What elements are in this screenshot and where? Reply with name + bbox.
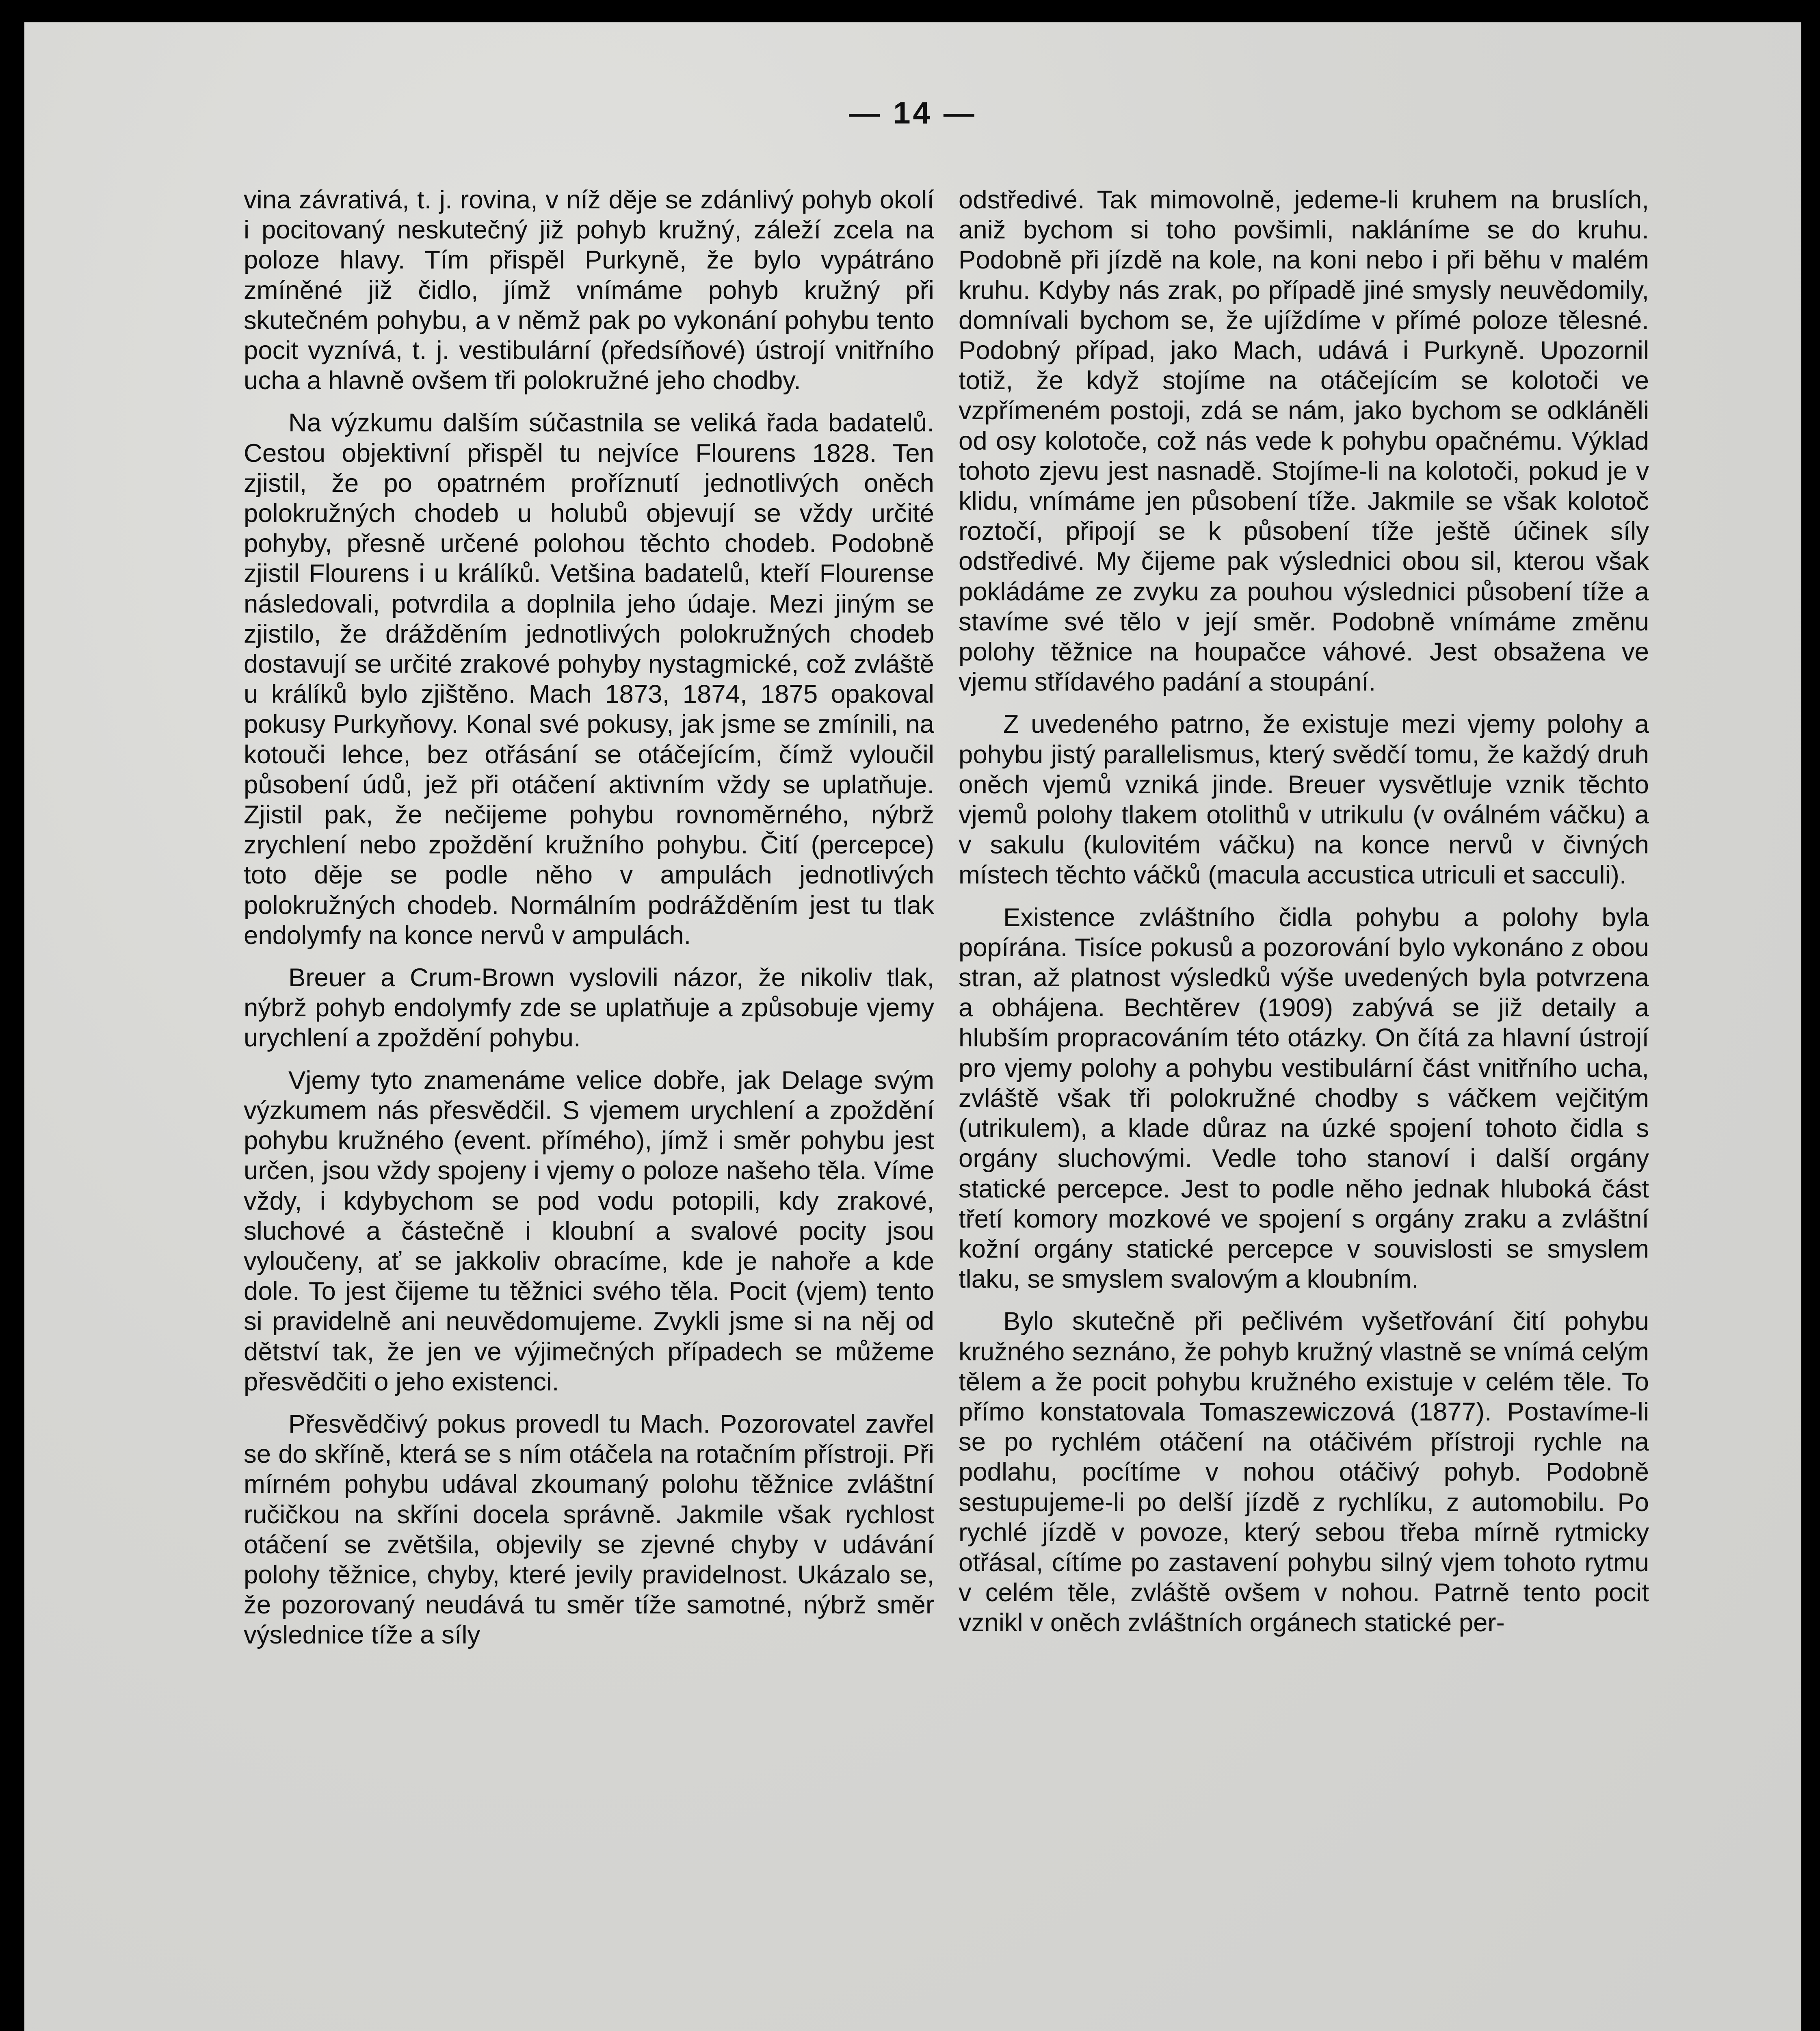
paragraph: Z uvedeného patrno, že existuje mezi vjemy polohy a pohybu jistý parallelismus, který svědčí tomu, že každý druh oněch vjemů vzniká jinde. Breuer vysvětluje vznik těchto vjemů polohy tlakem otolithů v utrikulu (v oválném váčku) a v sakulu (kulovitém váčku) na konce nervů v čivných místech těchto váčků (macula accustica utriculi et sacculi). [959, 710, 1649, 890]
right-column [959, 185, 1649, 1638]
paragraph: odstředivé. Tak mimovolně, jedeme-li kruhem na bruslích, aniž bychom si toho povšimli, nakláníme se do kruhu. Podobně při jízdě na kole, na koni nebo i při běhu v malém kruhu. Kdyby nás zrak, po případě jiné smysly neuvědomily, domnívali bychom se, že ujíždíme v přímé poloze tělesné. Podobný případ, jako Mach, udává i Purkyně. Upozornil totiž, že když stojíme na otáčejícím se kolotoči ve vzpřímeném postoji, zdá se nám, jako bychom se odkláněli od osy kolotoče, což nás vede k pohybu opačnému. Výklad tohoto zjevu jest nasnadě. Stojíme-li na kolotoči, pokud je v klidu, vnímáme jen působení tíže. Jakmile se však kolotoč roztočí, připojí se k působení tíže ještě účinek síly odstředivé. My čijeme pak výslednici obou sil, kterou však pokládáme ze zvyku za pouhou výslednici působení tíže a stavíme své tělo v její směr. Podobně vnímáme změnu polohy těžnice na houpačce váhové. Jest obsažena ve vjemu střídavého padání a stoupání. [959, 186, 1649, 697]
paragraph: Existence zvláštního čidla pohybu a polohy byla popírána. Tisíce pokusů a pozorování bylo vykonáno z obou stran, až platnost výsledků výše uvedených byla potvrzena a obhájena. Bechtěrev (1909) zabývá se již detaily a hlubším propracováním této otázky. On čítá za hlavní ústrojí pro vjemy polohy a pohybu vestibulární část vnitřního ucha, zvláště však tři polokružné chodby s váčkem vejčitým (utrikulem), a klade důraz na úzké spojení tohoto čidla s orgány sluchovými. Vedle toho stanoví i další orgány statické percepce. Jest to podle něho jednak hluboká část třetí komory mozkové ve spojení s orgány zraku a zvláštní kožní orgány statické percepce v souvislosti se smyslem tlaku, se smyslem svalovým a kloubním. [959, 903, 1649, 1294]
paragraph: Breuer a Crum-Brown vyslovili názor, že nikoliv tlak, nýbrž pohyb endolymfy zde se uplatňuje a způsobuje vjemy urychlení a zpoždění pohybu. [244, 964, 934, 1052]
paragraph: Přesvědčivý pokus provedl tu Mach. Pozorovatel zavřel se do skříně, která se s ním otáčela na rotačním přístroji. Při mírném pohybu udával zkoumaný polohu těžnice zvláštní ručičkou na skříni docela správně. Jakmile však rychlost otáčení se zvětšila, objevily se zjevné chyby v udávání polohy těžnice, chyby, které jevily pravidelnost. Ukázalo se, že pozorovaný neudává tu směr tíže samotné, nýbrž směr výslednice tíže a síly [244, 1410, 934, 1650]
paragraph: Na výzkumu dalším súčastnila se veliká řada badatelů. Cestou objektivní přispěl tu nejvíce Flourens 1828. Ten zjistil, že po opatrném proříznutí jednotlivých oněch polokružných chodeb u holubů objevují se vždy určité pohyby, přesně určené polohou těchto chodeb. Podobně zjistil Flourens i u králíků. Vetšina badatelů, kteří Flourense následovali, potvrdila a doplnila jeho údaje. Mezi jiným se zjistilo, že drážděním jednotlivých polokružných chodeb dostavují se určité zrakové pohyby nystagmické, což zvláště u králíků bylo zjištěno. Mach 1873, 1874, 1875 opakoval pokusy Purkyňovy. Konal své pokusy, jak jsme se zmínili, na kotouči lehce, bez otřásání se otáčejícím, čímž vyloučil působení údů, jež při otáčení aktivním vždy se uplatňuje. Zjistil pak, že nečijeme pohybu rovnoměrného, nýbrž zrychlení nebo zpoždění kružního pohybu. Čití (percepce) toto děje se podle něho v ampulách jednotlivých polokružných chodeb. Normálním podrážděním jest tu tlak endolymfy na konce nervů v ampulách. [244, 409, 934, 950]
paragraph: vina závrativá, t. j. rovina, v níž děje se zdánlivý pohyb okolí i pocitovaný neskutečný již pohyb kružný, záleží zcela na poloze hlavy. Tím přispěl Purkyně, že bylo vypátráno zmíněné již čidlo, jímž vnímáme pohyb kružný při skutečném pohybu, a v němž pak po vykonání pohybu tento pocit vyznívá, t. j. vestibulární (předsíňové) ústrojí vnitřního ucha a hlavně ovšem tři polokružné jeho chodby. [244, 186, 934, 395]
left-column [244, 185, 934, 1650]
paragraph: Bylo skutečně při pečlivém vyšetřování čití pohybu kružného seznáno, že pohyb kružný vlastně se vnímá celým tělem a že pocit pohybu kružného existuje v celém těle. To přímo konstatovala Tomaszewiczová (1877). Postavíme-li se po rychlém otáčení na otáčivém přístroji rychle na podlahu, pocítíme v nohou otáčivý pohyb. Podobně sestupujeme-li po delší jízdě z rychlíku, z automobilu. Po rychlé jízdě v povoze, který sebou třeba mírně rytmicky otřásal, cítíme po zastavení pohybu silný vjem tohoto rytmu v celém těle, zvláště ovšem v nohou. Patrně tento pocit vznikl v oněch zvláštních orgánech statické per- [959, 1307, 1649, 1637]
book-page [24, 22, 1801, 2031]
paragraph: Vjemy tyto znamenáme velice dobře, jak Delage svým výzkumem nás přesvědčil. S vjemem urychlení a zpoždění pohybu kružného (event. přímého), jímž i směr pohybu jest určen, jsou vždy spojeny i vjemy o poloze našeho těla. Víme vždy, i kdybychom se pod vodu potopili, kdy zrakové, sluchové a částečně i kloubní a svalové pocity jsou vyloučeny, ať se jakkoliv obracíme, kde je nahoře a kde dole. To jest čijeme tu těžnici svého těla. Pocit (vjem) tento si pravidelně ani neuvědomujeme. Zvykli jsme si na něj od dětství tak, že jen ve výjimečných případech se můžeme přesvědčiti o jeho existenci. [244, 1066, 934, 1396]
page-number: — 14 — [849, 96, 977, 130]
